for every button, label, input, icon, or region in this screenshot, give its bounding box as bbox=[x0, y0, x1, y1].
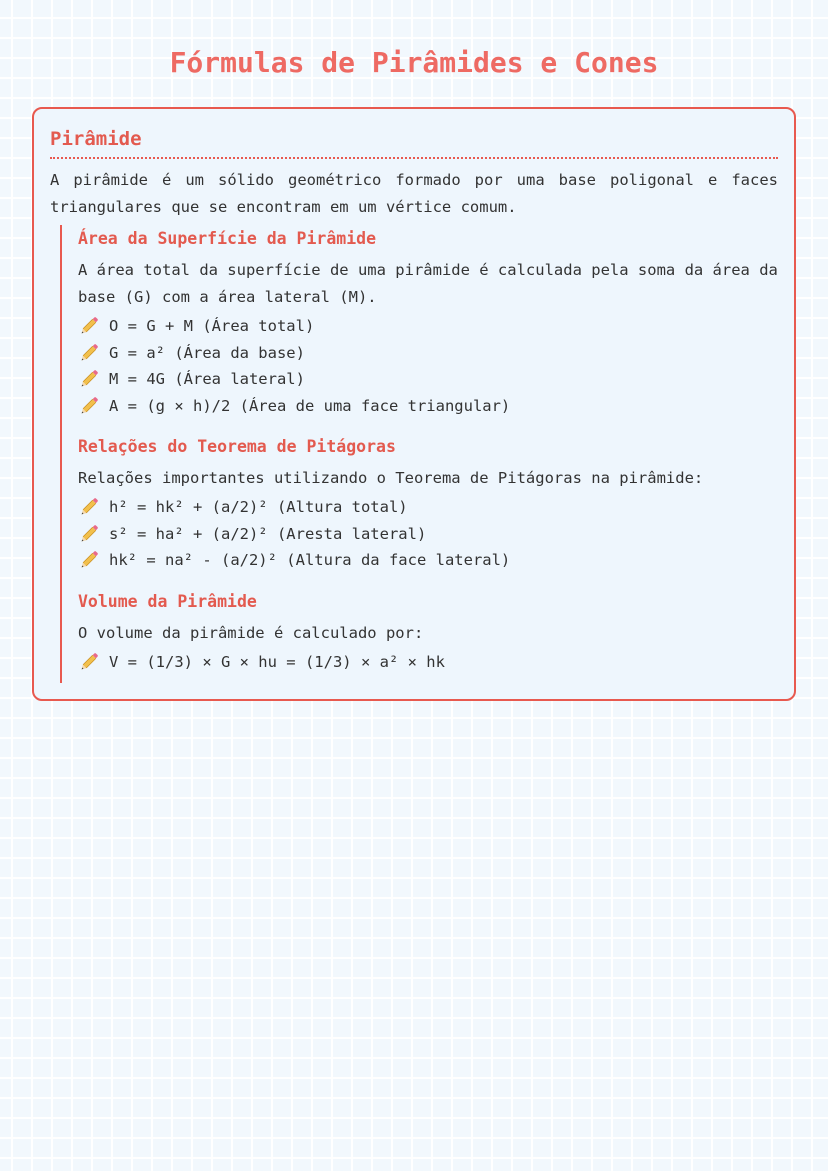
formula-item bbox=[78, 340, 778, 367]
pyramid-card bbox=[32, 107, 796, 701]
pencil-icon bbox=[78, 342, 100, 364]
subsection-description: Relações importantes utilizando o Teorema de Pitágoras na pirâmide: bbox=[78, 469, 704, 487]
subsection-volume bbox=[60, 582, 778, 684]
subsection-description: A área total da superfície de uma pirâmide é calculada pela soma da área da base (G) com a área lateral (M). bbox=[78, 261, 778, 306]
formula-item bbox=[78, 313, 778, 340]
formula-item bbox=[78, 494, 778, 521]
subsection-title: Volume da Pirâmide bbox=[78, 591, 257, 611]
section-heading: Pirâmide bbox=[50, 125, 778, 159]
formula-item bbox=[78, 521, 778, 548]
formula-text: O = G + M (Área total) bbox=[109, 317, 315, 335]
formula-text: h² = hk² + (a/2)² (Altura total) bbox=[109, 498, 408, 516]
pencil-icon bbox=[78, 549, 100, 571]
pencil-icon bbox=[78, 496, 100, 518]
pencil-icon bbox=[78, 368, 100, 390]
formula-item bbox=[78, 366, 778, 393]
page-title: Fórmulas de Pirâmides e Cones bbox=[169, 46, 659, 79]
formula-item bbox=[78, 393, 778, 420]
formula-text: s² = ha² + (a/2)² (Aresta lateral) bbox=[109, 524, 427, 543]
pencil-icon bbox=[78, 315, 100, 337]
pencil-icon bbox=[78, 395, 100, 417]
formula-item bbox=[78, 547, 778, 574]
formula-text: M = 4G (Área lateral) bbox=[109, 370, 305, 388]
formula-list bbox=[78, 494, 778, 574]
formula-text: V = (1/3) × G × hu = (1/3) × a² × hk bbox=[109, 652, 445, 671]
formula-text: A = (g × h)/2 (Área de uma face triangular) bbox=[109, 396, 511, 415]
subsection-title: Área da Superfície da Pirâmide bbox=[78, 229, 377, 248]
pencil-icon bbox=[78, 651, 100, 673]
formula-list bbox=[78, 313, 778, 419]
section-intro: A pirâmide é um sólido geométrico formado por uma base poligonal e faces triangulares que se encontram em um vértice comum. bbox=[50, 171, 778, 216]
formula-list bbox=[78, 649, 778, 676]
formula-text: hk² = na² - (a/2)² (Altura da face lateral) bbox=[109, 551, 511, 569]
pencil-icon bbox=[78, 523, 100, 545]
subsection-pythagoras bbox=[60, 427, 778, 582]
formula-text: G = a² (Área da base) bbox=[109, 343, 305, 362]
formula-item bbox=[78, 649, 778, 676]
subsection-surface-area bbox=[60, 225, 778, 427]
subsection-description: O volume da pirâmide é calculado por: bbox=[78, 623, 424, 642]
subsection-title: Relações do Teorema de Pitágoras bbox=[78, 437, 396, 456]
